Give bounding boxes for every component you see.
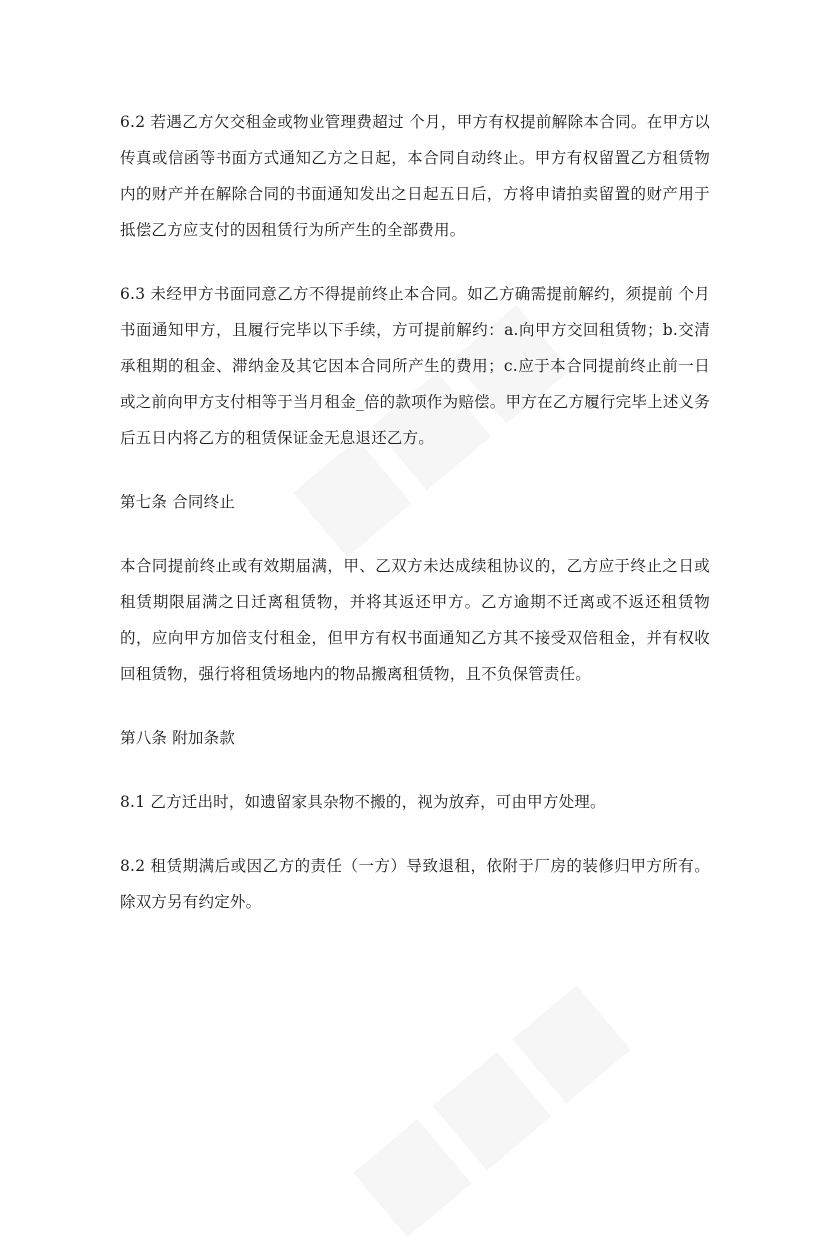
clause-8-2: 8.2 租赁期满后或因乙方的责任（一方）导致退租，依附于厂房的装修归甲方所有。除双方另有约定外。 bbox=[120, 857, 710, 911]
document-body bbox=[120, 104, 710, 948]
watermark bbox=[325, 955, 646, 1253]
clause-8-1: 8.1 乙方迁出时，如遗留家具杂物不搬的，视为放弃，可由甲方处理。 bbox=[120, 793, 606, 811]
article-7-body: 本合同提前终止或有效期届满，甲、乙双方未达成续租协议的，乙方应于终止之日或租赁期限届满之日迁离租赁物，并将其返还甲方。乙方逾期不迁离或不返还租赁物的，应向甲方加倍支付租金，但甲方有权书面通知乙方其不接受双倍租金，并有权收回租赁物，强行将租赁场地内的物品搬离租赁物，且不负保管责任。 bbox=[120, 557, 710, 683]
article-8-heading: 第八条 附加条款 bbox=[120, 729, 236, 747]
article-7-heading: 第七条 合同终止 bbox=[120, 493, 236, 511]
clause-6-2: 6.2 若遇乙方欠交租金或物业管理费超过 个月，甲方有权提前解除本合同。在甲方以传真或信函等书面方式通知乙方之日起，本合同自动终止。甲方有权留置乙方租赁物内的财产并在解除合同的书面通知发出之日起五日后，方将申请拍卖留置的财产用于抵偿乙方应支付的因租赁行为所产生的全部费用。 bbox=[120, 113, 710, 239]
clause-6-3: 6.3 未经甲方书面同意乙方不得提前终止本合同。如乙方确需提前解约，须提前 个月书面通知甲方，且履行完毕以下手续，方可提前解约：a.向甲方交回租赁物；b.交清承租期的租金、滞纳金及其它因本合同所产生的费用；c.应于本合同提前终止前一日或之前向甲方支付相等于当月租金_倍的款项作为赔偿。甲方在乙方履行完毕上述义务后五日内将乙方的租赁保证金无息退还乙方。 bbox=[120, 285, 710, 447]
